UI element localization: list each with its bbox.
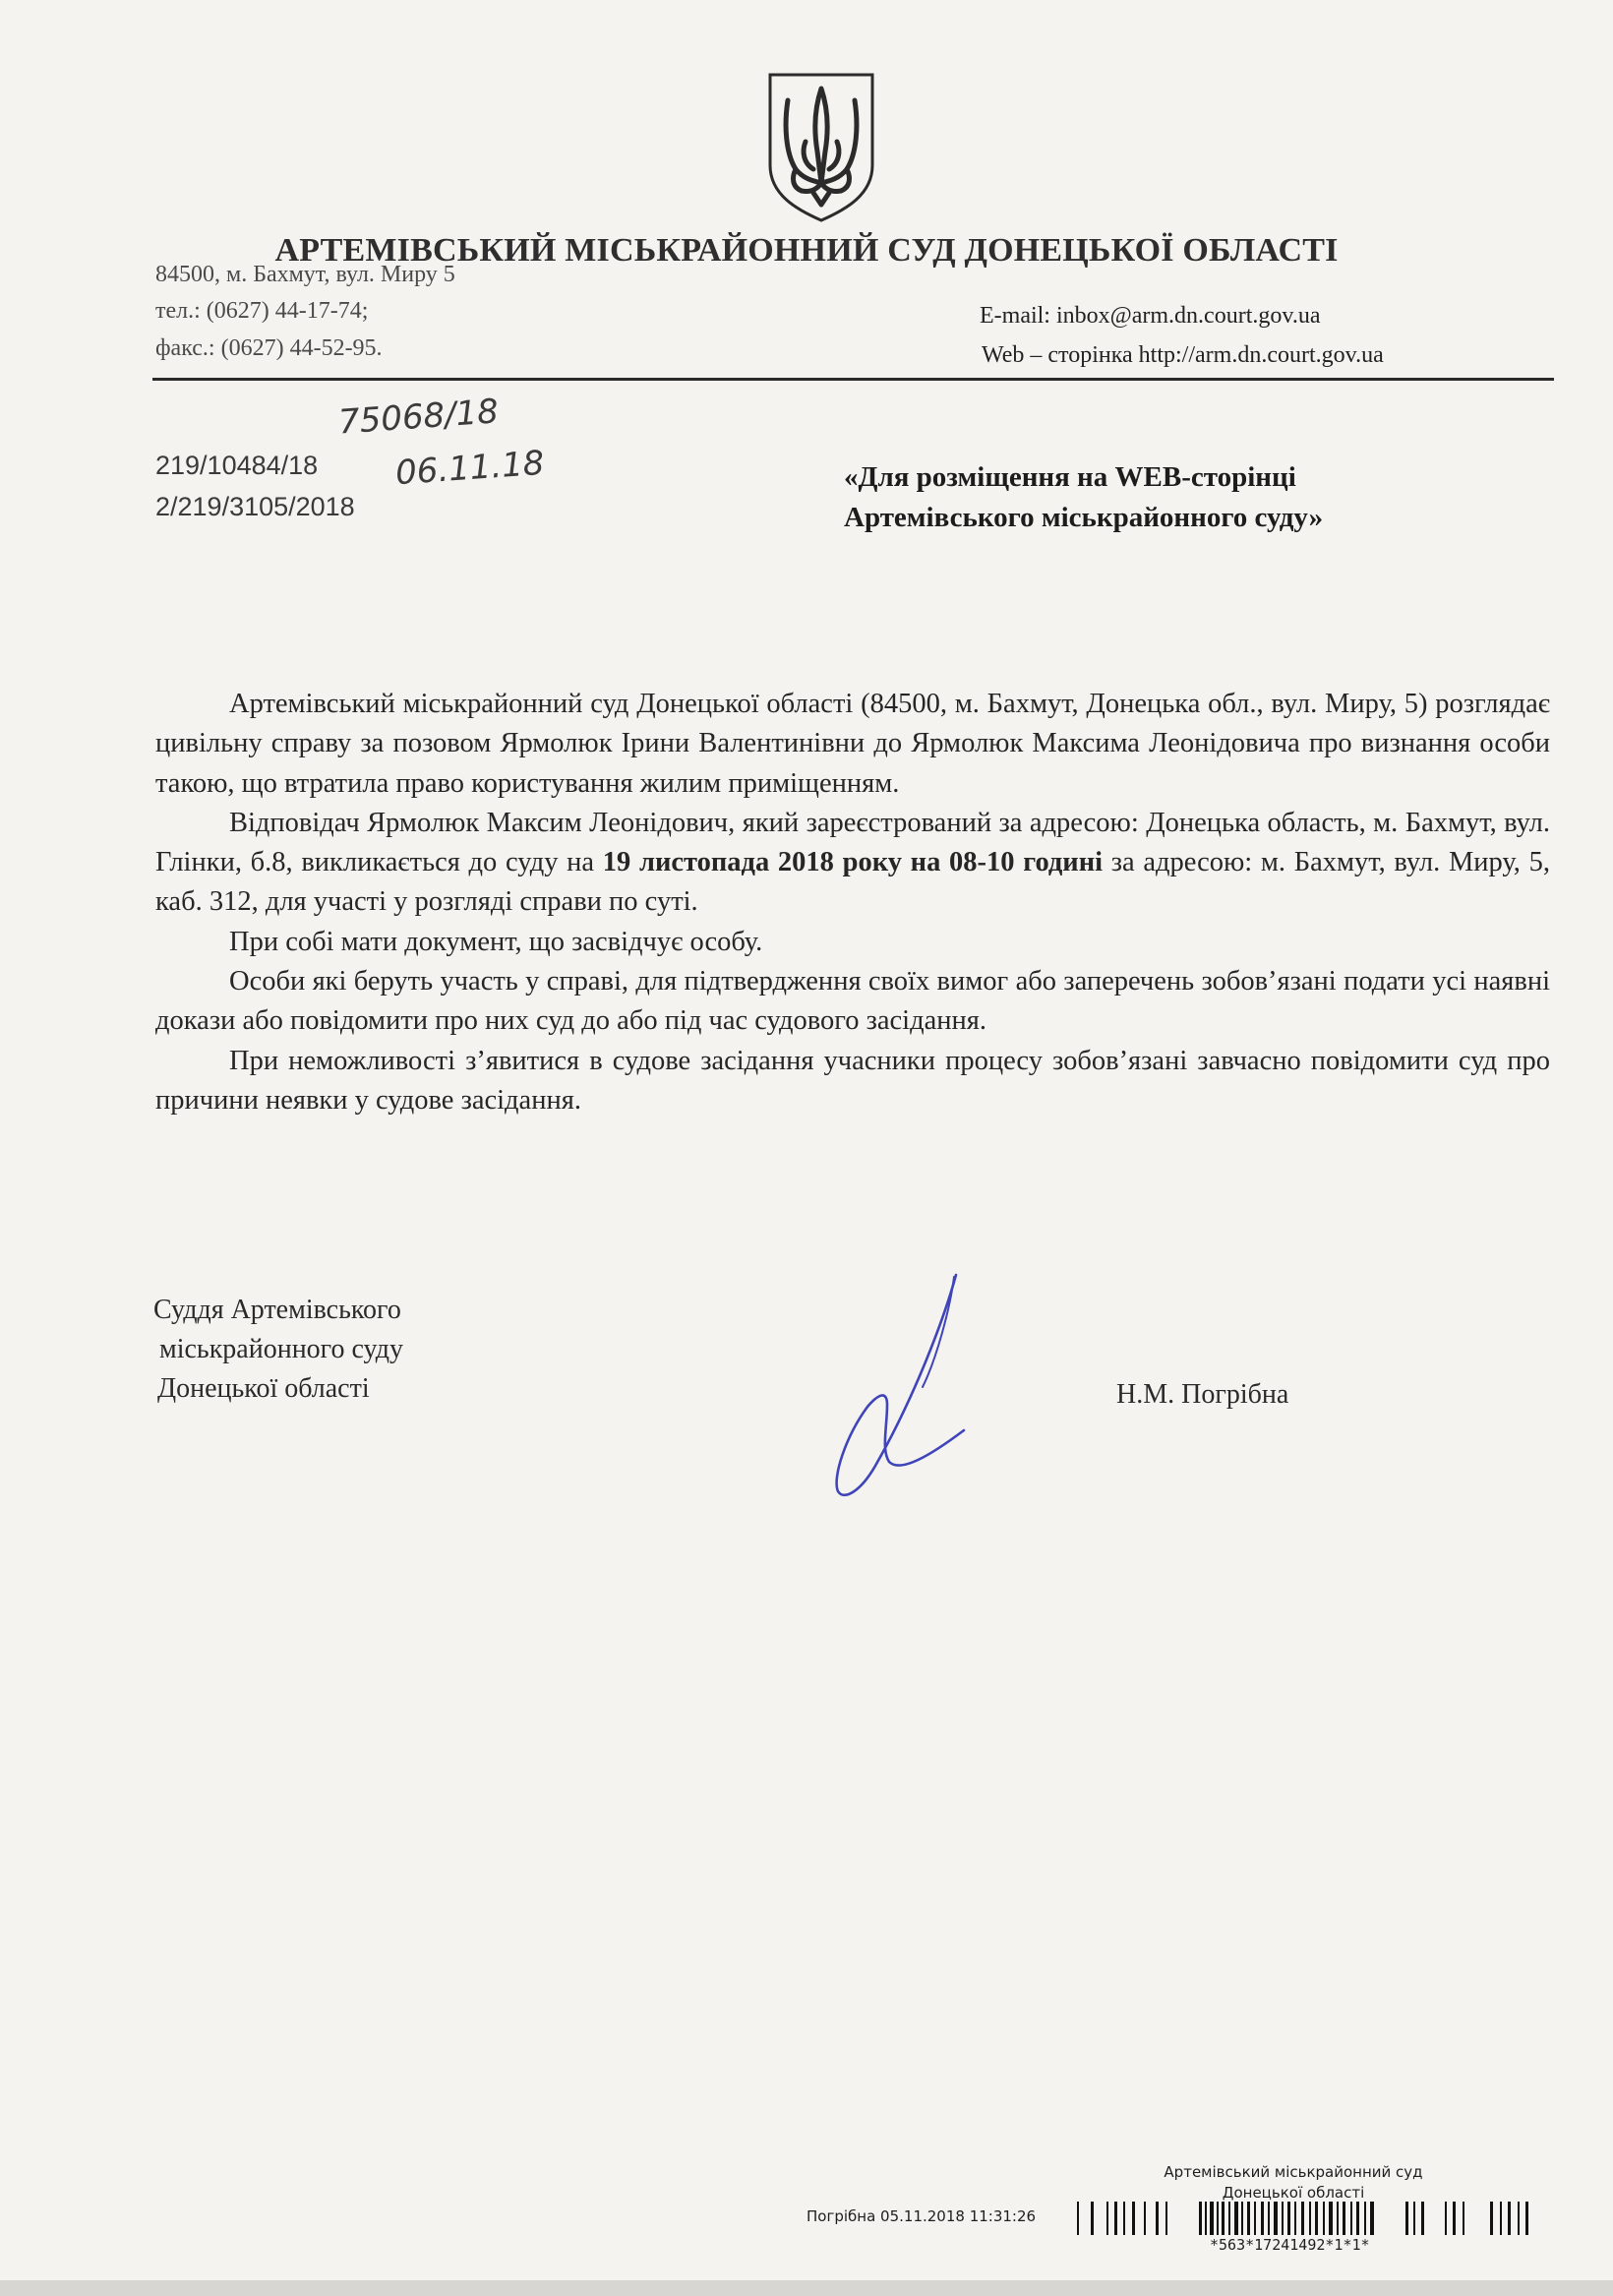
judge-title-line-3: Донецької області <box>157 1373 370 1404</box>
body-p2-start: Відповідач Ярмолюк Максим Леонідович, який зареєстрований за адресою: Донецька область, м. Бахмут, вул. Глінки, б.8, викликається до суду на <box>155 807 1550 878</box>
stamp-court-line-2: Донецької області <box>1222 2184 1365 2202</box>
body-paragraph-2 <box>155 804 1550 923</box>
court-address: 84500, м. Бахмут, вул. Миру 5 <box>155 262 455 287</box>
barcode <box>1077 2200 1539 2239</box>
judge-title-line-2: міськрайонного суду <box>159 1334 404 1364</box>
handwritten-date: 06.11.18 <box>393 443 546 494</box>
judge-title-block <box>153 1291 403 1409</box>
barcode-number: *563*17241492*1*1* <box>1210 2236 1370 2254</box>
registration-stamp-court <box>1111 2162 1475 2204</box>
handwritten-signature <box>806 1269 984 1505</box>
stamp-court-line-1: Артемівський міськрайонний суд <box>1164 2163 1423 2181</box>
body-p2-end: за адресою: м. Бахмут, вул. Миру, 5, каб. 312, для участі у розгляді справи по суті. <box>155 847 1550 918</box>
letter-body <box>155 685 1550 1120</box>
trident-emblem-icon <box>762 67 880 224</box>
court-name-heading: АРТЕМІВСЬКИЙ МІСЬКРАЙОННИЙ СУД ДОНЕЦЬКОЇ ОБЛАСТІ <box>274 232 1339 269</box>
body-paragraph-3: При собі мати документ, що засвідчує особу. <box>229 926 763 957</box>
web-note-line-2: Артемівського міськрайонного суду» <box>844 502 1324 533</box>
court-fax: факс.: (0627) 44-52-95. <box>155 335 383 361</box>
hearing-date-time: 19 листопада 2018 року на 08-10 годині <box>602 847 1104 878</box>
handwritten-registration-number: 75068/18 <box>336 392 501 443</box>
judge-title-line-1: Суддя Артемівського <box>153 1295 401 1325</box>
court-email: E-mail: inbox@arm.dn.court.gov.ua <box>980 303 1321 329</box>
case-number-2: 2/219/3105/2018 <box>155 492 355 521</box>
body-paragraph-4: Особи які беруть участь у справі, для підтвердження своїх вимог або заперечень зобов’язані подати усі наявні докази або повідомити про них суд до або під час судового засідання. <box>155 966 1550 1037</box>
body-paragraph-5: При неможливості з’явитися в судове засідання учасники процесу зобов’язані завчасно повідомити суд про причини неявки у судове засідання. <box>155 1045 1550 1116</box>
judge-name: Н.М. Погрібна <box>1116 1379 1289 1410</box>
scan-bottom-edge <box>0 2280 1613 2296</box>
case-number-1: 219/10484/18 <box>155 451 319 480</box>
body-paragraph-1: Артемівський міськрайонний суд Донецької області (84500, м. Бахмут, Донецька обл., вул. Миру, 5) розглядає цивільну справу за позовом Ярмолюк Ірини Валентинівни до Ярмолюк Максима Леонідовича про визнання особи такою, що втратила право користування жилим приміщенням. <box>155 689 1550 799</box>
header-divider <box>152 378 1554 381</box>
court-phone: тел.: (0627) 44-17-74; <box>155 298 369 324</box>
registration-stamp-registrar: Погрібна 05.11.2018 11:31:26 <box>806 2207 1037 2225</box>
web-publication-note <box>844 457 1323 538</box>
court-website: Web – сторінка http://arm.dn.court.gov.ua <box>982 342 1384 368</box>
web-note-line-1: «Для розміщення на WEB-сторінці <box>844 461 1296 493</box>
